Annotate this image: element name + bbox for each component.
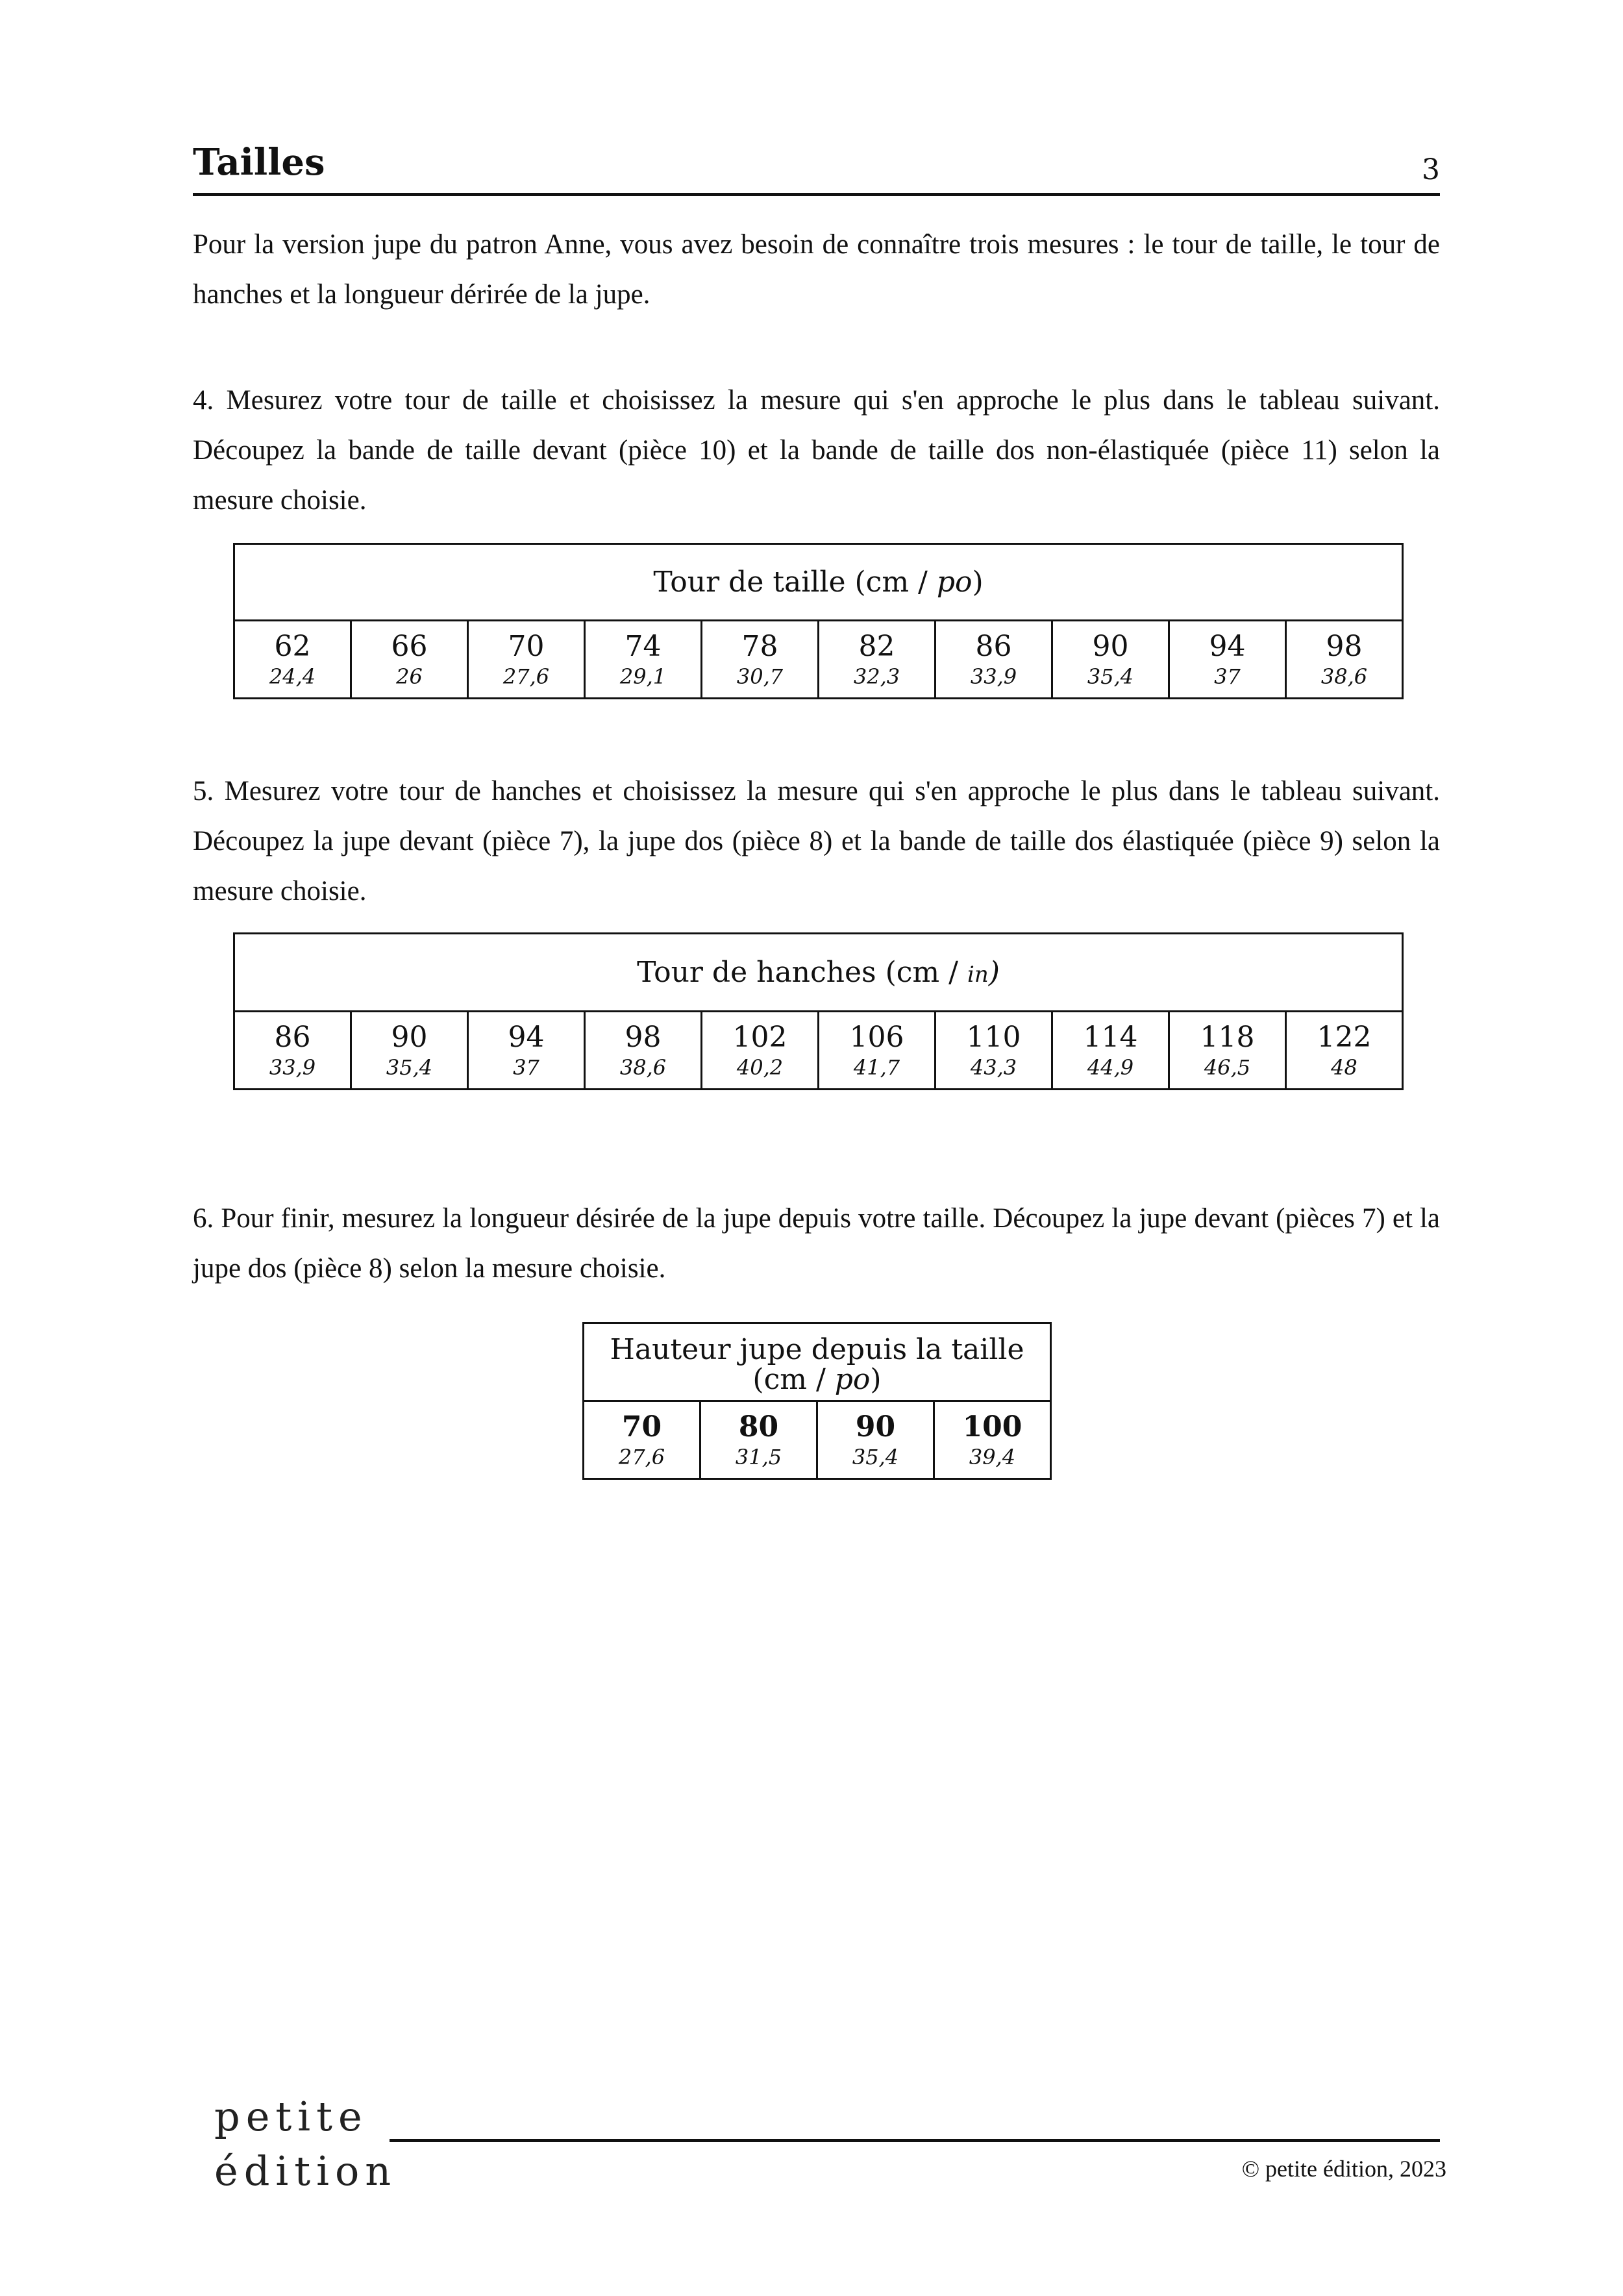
hip-values-row (234, 1012, 1403, 1090)
cm-value: 122 (1317, 1020, 1372, 1054)
table-cell (819, 1012, 935, 1090)
hip-table-unit-open: (cm / (885, 956, 967, 989)
table-cell (702, 621, 819, 699)
length-table-unit-alt: po (834, 1362, 871, 1396)
table-cell (819, 621, 935, 699)
waist-table-header (234, 544, 1403, 621)
cm-value: 70 (508, 629, 545, 663)
hip-size-table (233, 932, 1404, 1090)
cm-value: 118 (1200, 1020, 1255, 1054)
cm-value: 94 (508, 1020, 545, 1054)
alt-value: 37 (513, 1054, 539, 1080)
waist-values-row (234, 621, 1403, 699)
cm-value: 94 (1209, 629, 1246, 663)
hip-table-unit-alt: in (967, 962, 989, 988)
alt-value: 40,2 (736, 1054, 784, 1080)
cm-value: 114 (1083, 1020, 1138, 1054)
table-cell (817, 1401, 934, 1479)
table-cell (935, 621, 1052, 699)
alt-value: 31,5 (735, 1444, 782, 1469)
cm-value: 74 (625, 629, 662, 663)
alt-value: 35,4 (852, 1444, 899, 1469)
waist-table-unit-alt: po (936, 566, 973, 599)
table-cell (1052, 621, 1169, 699)
hip-table-header (234, 934, 1403, 1012)
alt-value: 27,6 (502, 664, 550, 689)
alt-value: 33,9 (269, 1054, 316, 1080)
table-cell (935, 1012, 1052, 1090)
step-4-paragraph: 4. Mesurez votre tour de taille et choisissez la mesure qui s'en approche le plus dans le tableau suivant. Découpez la bande de taille devant (pièce 10) et la bande de taille dos non-élastiquée (pièce 11) selon la mesure choisie. (193, 385, 1440, 516)
length-table-unit-open: (cm / (752, 1362, 835, 1396)
table-cell (702, 1012, 819, 1090)
table-cell (234, 621, 351, 699)
alt-value: 37 (1214, 664, 1241, 689)
table-cell (468, 621, 585, 699)
step-6-paragraph: 6. Pour finir, mesurez la longueur désirée de la jupe depuis votre taille. Découpez la jupe devant (pièces 7) et la jupe dos (pièce 8) selon la mesure choisie. (193, 1203, 1440, 1284)
logo-line-2: édition (214, 2147, 397, 2195)
cm-value: 102 (732, 1020, 787, 1054)
cm-value: 86 (975, 629, 1012, 663)
cm-value: 90 (391, 1020, 428, 1054)
table-cell (1286, 1012, 1403, 1090)
alt-value: 43,3 (970, 1054, 1017, 1080)
page-number: 3 (1422, 153, 1440, 186)
cm-value: 86 (274, 1020, 311, 1054)
alt-value: 38,6 (619, 1054, 667, 1080)
table-cell (351, 1012, 468, 1090)
hip-table-title: Tour de hanches (637, 956, 876, 989)
hip-table-unit-close: ) (988, 956, 1000, 989)
alt-value: 35,4 (1087, 664, 1134, 689)
alt-value: 48 (1331, 1054, 1357, 1080)
cm-value: 90 (855, 1410, 896, 1443)
step-5-paragraph: 5. Mesurez votre tour de hanches et choisissez la mesure qui s'en approche le plus dans le tableau suivant. Découpez la jupe devant (pièce 7), la jupe dos (pièce 8) et la bande de taille dos élastiquée (pièce 9) selon la mesure choisie. (193, 776, 1440, 906)
cm-value: 82 (858, 629, 895, 663)
cm-value: 106 (849, 1020, 904, 1054)
waist-table-title: Tour de taille (653, 566, 846, 599)
table-cell (585, 621, 702, 699)
cm-value: 62 (274, 629, 311, 663)
alt-value: 24,4 (269, 664, 316, 689)
alt-value: 32,3 (853, 664, 900, 689)
footer-divider (390, 2139, 1440, 2142)
cm-value: 78 (741, 629, 778, 663)
table-cell (468, 1012, 585, 1090)
alt-value: 35,4 (386, 1054, 433, 1080)
cm-value: 66 (391, 629, 428, 663)
cm-value: 90 (1092, 629, 1129, 663)
table-cell (700, 1401, 817, 1479)
waist-table-unit-close: ) (972, 566, 984, 599)
cm-value: 100 (962, 1410, 1022, 1443)
table-cell (585, 1012, 702, 1090)
page-title: Tailles (193, 141, 325, 184)
alt-value: 46,5 (1204, 1054, 1251, 1080)
table-cell (934, 1401, 1051, 1479)
alt-value: 39,4 (969, 1444, 1016, 1469)
length-table-title: Hauteur jupe depuis la taille (610, 1332, 1024, 1366)
length-table-header (584, 1323, 1051, 1401)
cm-value: 98 (625, 1020, 662, 1054)
alt-value: 27,6 (618, 1444, 665, 1469)
waist-table-unit-open: (cm / (854, 566, 937, 599)
brand-logo (214, 2090, 397, 2199)
waist-size-table (233, 543, 1404, 699)
table-cell (1169, 1012, 1286, 1090)
table-cell (351, 621, 468, 699)
alt-value: 38,6 (1320, 664, 1368, 689)
intro-paragraph: Pour la version jupe du patron Anne, vous avez besoin de connaître trois mesures : le tour de taille, le tour de hanches et la longueur dérirée de la jupe. (193, 229, 1440, 310)
header-divider (193, 193, 1440, 196)
alt-value: 33,9 (970, 664, 1017, 689)
length-table-unit-close: ) (870, 1362, 882, 1396)
table-cell (234, 1012, 351, 1090)
alt-value: 29,1 (619, 664, 667, 689)
table-cell (584, 1401, 700, 1479)
cm-value: 110 (966, 1020, 1021, 1054)
logo-line-1: petite (214, 2093, 368, 2140)
copyright-notice: © petite édition, 2023 (1241, 2156, 1446, 2182)
cm-value: 70 (621, 1410, 662, 1443)
table-cell (1286, 621, 1403, 699)
alt-value: 44,9 (1087, 1054, 1134, 1080)
length-size-table (582, 1322, 1052, 1480)
alt-value: 41,7 (853, 1054, 900, 1080)
table-cell (1169, 621, 1286, 699)
cm-value: 98 (1326, 629, 1363, 663)
alt-value: 26 (396, 664, 423, 689)
length-values-row (584, 1401, 1051, 1479)
cm-value: 80 (738, 1410, 779, 1443)
alt-value: 30,7 (736, 664, 784, 689)
table-cell (1052, 1012, 1169, 1090)
